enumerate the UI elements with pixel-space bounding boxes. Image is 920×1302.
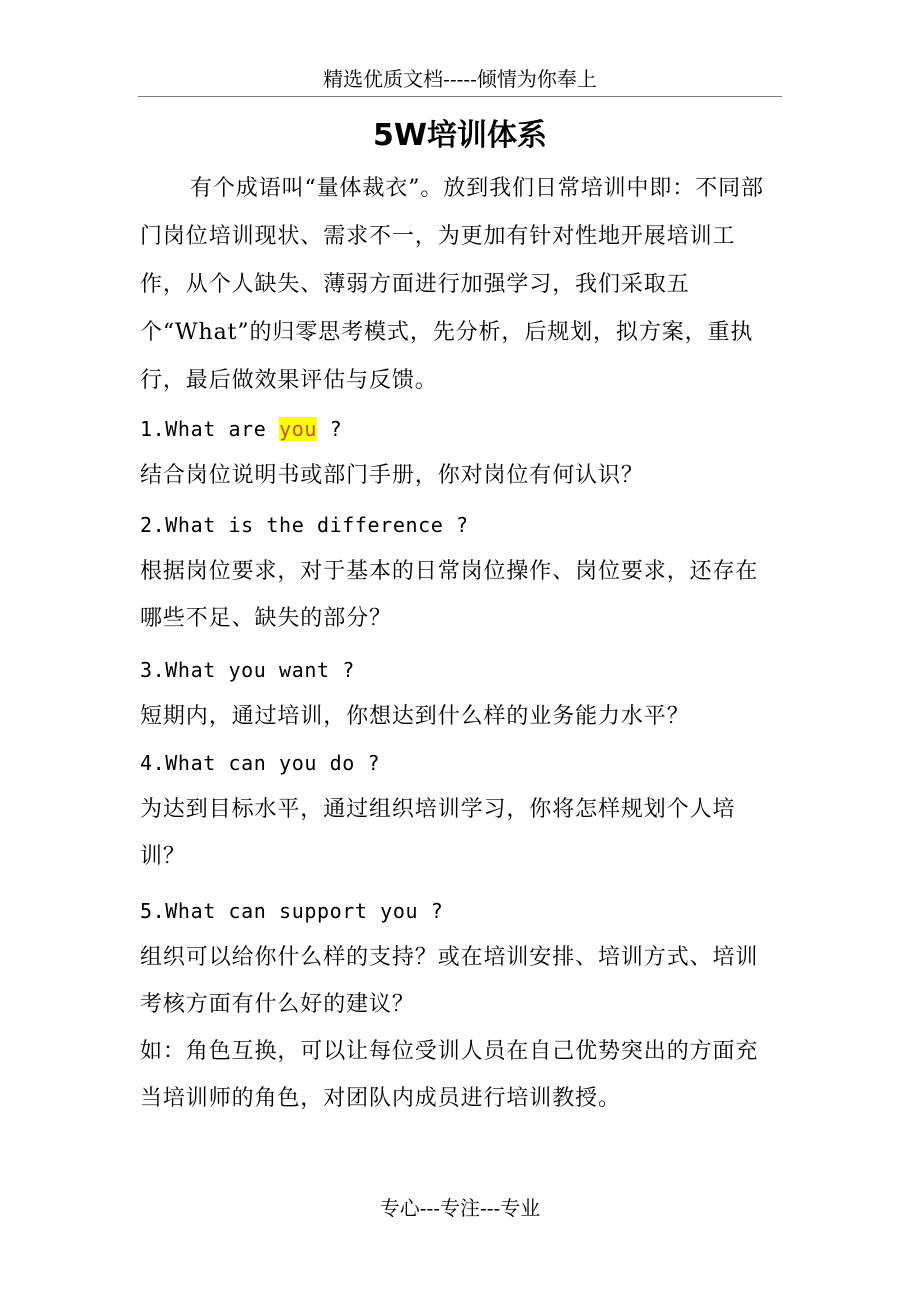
question-4: 4.What can you do ? bbox=[140, 751, 381, 775]
highlighted-word: you bbox=[279, 417, 317, 441]
question-block-2 bbox=[140, 502, 780, 642]
question-5: 5.What can support you ? bbox=[140, 899, 444, 923]
question-block-5 bbox=[140, 888, 780, 1122]
answer-4: 为达到目标水平，通过组织培训学习，你将怎样规划个人培训？ bbox=[140, 797, 736, 869]
intro-paragraph: 有个成语叫“量体裁衣”。放到我们日常培训中即：不同部门岗位培训现状、需求不一，为更加有针对性地开展培训工作，从个人缺失、薄弱方面进行加强学习，我们采取五个“What”的归零思考模式，先分析，后规划，拟方案，重执行，最后做效果评估与反馈。 bbox=[140, 176, 764, 393]
page-footer: 专心---专注---专业 bbox=[379, 1196, 541, 1220]
question-1-suffix: ? bbox=[317, 417, 343, 441]
answer-1: 结合岗位说明书或部门手册，你对岗位有何认识？ bbox=[140, 463, 644, 488]
answer-5: 组织可以给你什么样的支持？或在培训安排、培训方式、培训考核方面有什么好的建议？ bbox=[140, 945, 759, 1017]
question-block-3 bbox=[140, 647, 780, 740]
answer-2: 根据岗位要求，对于基本的日常岗位操作、岗位要求，还存在哪些不足、缺失的部分？ bbox=[140, 559, 759, 631]
question-2: 2.What is the difference ? bbox=[140, 513, 469, 537]
page-header: 精选优质文档-----倾情为你奉上 bbox=[138, 64, 782, 97]
answer-3: 短期内，通过培训，你想达到什么样的业务能力水平？ bbox=[140, 704, 690, 729]
question-block-1 bbox=[140, 406, 780, 499]
question-1 bbox=[140, 406, 780, 452]
question-block-4 bbox=[140, 740, 780, 880]
document-title: 5W培训体系 bbox=[373, 118, 547, 153]
question-3: 3.What you want ? bbox=[140, 658, 355, 682]
question-1-prefix: 1.What are bbox=[140, 417, 280, 441]
example-paragraph: 如：角色互换，可以让每位受训人员在自己优势突出的方面充当培训师的角色，对团队内成员进行培训教授。 bbox=[140, 1039, 759, 1111]
